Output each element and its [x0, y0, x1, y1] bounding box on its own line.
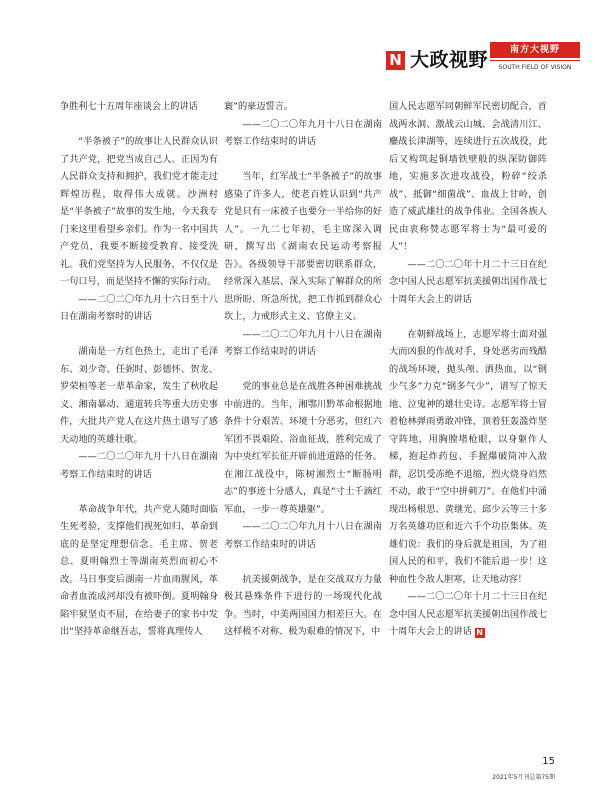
continued-line: 争胜利七十五周年座谈会上的讲话	[60, 101, 198, 112]
source-citation-text: ——二〇二〇年十月二十三日在纪念中国人民志愿军抗美援朝出国作战七十周年大会上的讲话	[389, 591, 547, 637]
column-tag: 南方大视野	[490, 42, 580, 58]
text-column-2	[224, 98, 382, 641]
column-tag-english: SOUTH FIELD OF VISION	[490, 60, 580, 75]
page-number: 15	[542, 756, 555, 767]
text-column-1	[60, 98, 218, 641]
issue-label: 2021年5月刊总第75期	[492, 774, 555, 781]
source-citation: ——二〇二〇年九月十六日至十八日在湖南考察时的讲话	[60, 293, 218, 322]
source-citation: ——二〇二〇年十月二十三日在纪念中国人民志愿军抗美援朝出国作战七十周年大会上的讲话	[389, 258, 547, 305]
masthead	[386, 42, 580, 82]
paragraph: 湖南是一方红色热土，走出了毛泽东、刘少奇、任弼时、彭德怀、贺龙、罗荣桓等老一辈革命家，发生了秋收起义、湘南暴动、通道转兵等重大历史事件，大批共产党人在这片热土谱写了感天动地的英雄壮歌。	[60, 346, 218, 445]
paragraph: “半条被子”的故事让人民群众认识了共产党，把党当成自己人。正因为有人民群众支持和拥护，我们党才能走过辉煌历程，取得伟大成就。沙洲村是“半条被子”故事的发生地，今天我专门来这里看望乡亲们。作为一名中国共产党员，我要不断接受教育、接受洗礼。我们党坚持为人民服务，不仅仅是一句口号，而是坚持不懈的实际行动。	[60, 136, 218, 287]
source-citation: ——二〇二〇年九月十八日在湖南考察工作结束时的讲话	[224, 328, 382, 357]
source-citation	[389, 588, 547, 641]
paragraph: 当年，红军战士“半条被子”的故事感染了许多人，使老百姓认识到“共产党是只有一床被子也要分一半给你的好人”。一九二七年初，毛主席深入调研，撰写出《湖南农民运动考察报告》。各级领导干部要密切联系群众，经常深入基层、深入实际了解群众的所思所盼、所急所忧，把工作抓到群众心坎上，力戒形式主义、官僚主义。	[224, 171, 382, 322]
paragraph: 抗美援朝战争，是在交战双方力量极其悬殊条件下进行的一场现代化战争。当时，中美两国国力相差巨大。在这样极不对称、极为艰难的情况下，中	[224, 573, 382, 637]
continued-line: 国人民志愿军同朝鲜军民密切配合，首战两水洞、激战云山城、会战清川江、鏖战长津湖等，连续进行五次战役，此后又构筑起铜墙铁壁般的纵深防御阵地，实施多次进攻战役，粉碎“绞杀战”、抵御“细菌战”、血战上甘岭，创造了威武雄壮的战争伟业。全国各族人民由衷称赞志愿军将士为“最可爱的人”！	[389, 101, 547, 252]
source-citation: ——二〇二〇年九月十八日在湖南考察工作结束时的讲话	[224, 118, 382, 147]
brand-title: 大政视野	[410, 49, 489, 71]
text-column-3	[389, 98, 547, 641]
source-citation: ——二〇二〇年九月十八日在湖南考察工作结束时的讲话	[60, 451, 218, 480]
source-citation: ——二〇二〇年九月十八日在湖南考察工作结束时的讲话	[224, 521, 382, 550]
paragraph: 党的事业总是在战胜各种困难挑战中前进的。当年，湘鄂川黔革命根据地条件十分艰苦、环境十分恶劣，但红六军团不畏艰险、浴血征战，胜利完成了为中央红军长征开辟前进道路的任务。在湘江战役中，陈树湘烈士“断肠明志”的事迹十分感人，真是“寸土千滴红军血，一步一尊英雄躯”。	[224, 381, 382, 515]
logo-n-icon: N	[386, 51, 405, 70]
continued-line: 寰”的豪迈誓言。	[224, 101, 294, 112]
paragraph: 革命战争年代，共产党人随时面临生死考验，支撑他们视死如归、革命到底的是坚定理想信念。毛主席、贺老总、夏明翰烈士等湖南英烈而初心不改。马日事变后湖南一片血雨腥风，革命者血流成河却没有被吓倒。夏明翰身陷牢狱坚贞不屈，在给妻子的家书中发出“坚持革命继吾志，誓将真理传人	[60, 503, 218, 637]
paragraph: 在朝鲜战场上，志愿军将士面对强大而凶狠的作战对手，身处恶劣而残酷的战场环境，抛头颅、洒热血，以“钢少气多”力克“钢多气少”，谱写了惊天地、泣鬼神的雄壮史诗。志愿军将士冒着枪林弹雨勇敢冲锋，顶着狂轰滥炸坚守阵地，用胸膛堵枪眼，以身躯作人梯，抱起炸药包、手握爆破筒冲入敌群，忍饥受冻绝不退缩，烈火烧身岿然不动，敢于“空中拼刺刀”。在他们中涌现出杨根思、黄继光、邱少云等三十多万名英雄功臣和近六千个功臣集体。英雄们说：我们的身后就是祖国，为了祖国人民的和平，我们不能后退一步！这种血性令敌人胆寒，让天地动容！	[389, 328, 547, 585]
end-mark-icon: N	[476, 628, 483, 637]
